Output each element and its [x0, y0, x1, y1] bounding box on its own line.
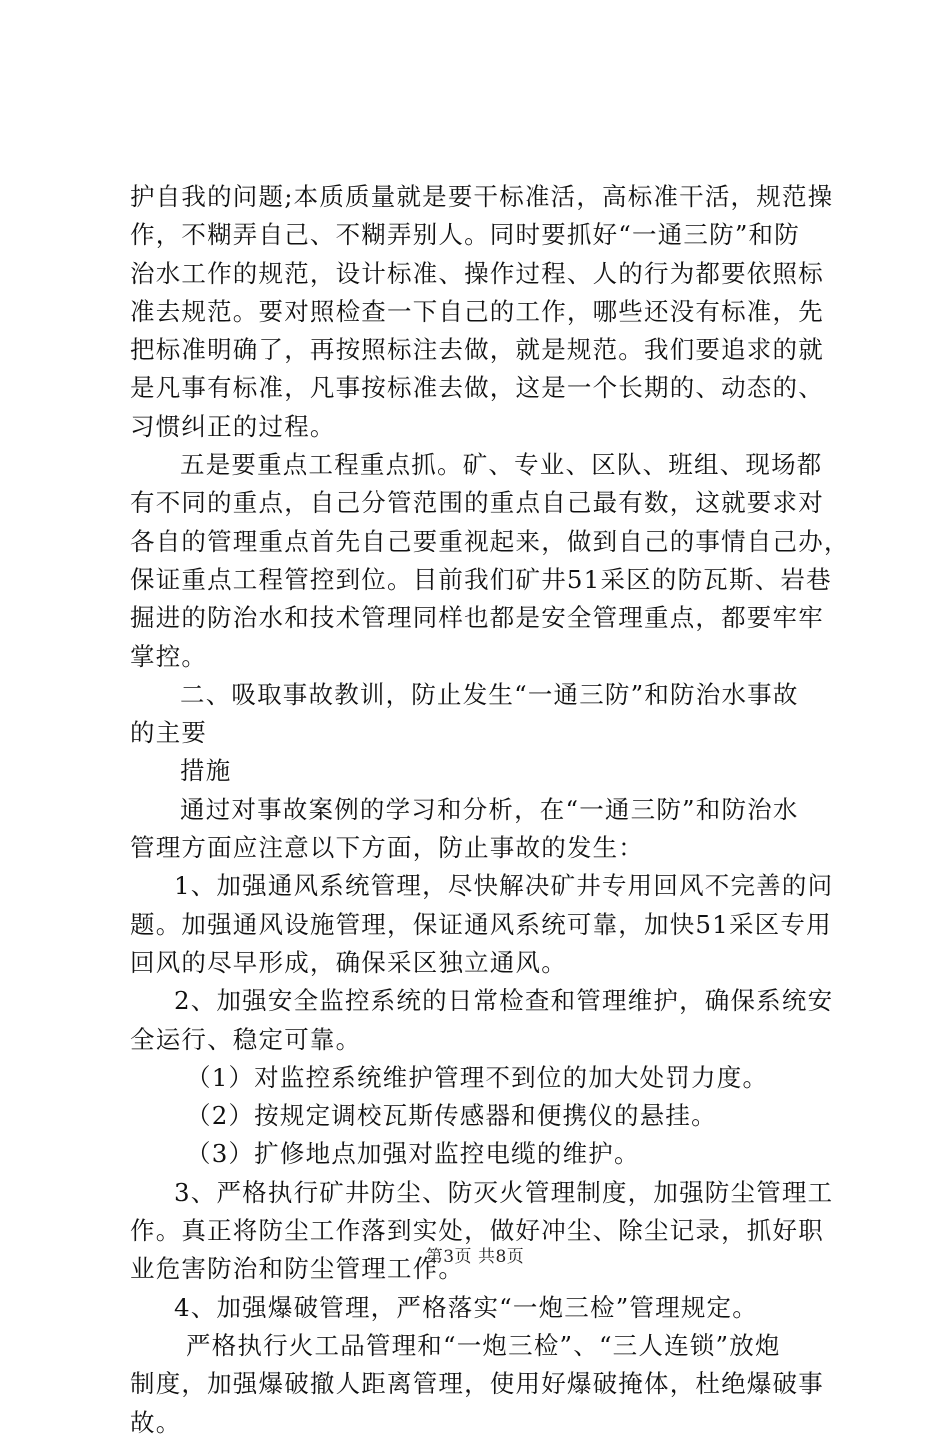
- section-heading-continued: 措施: [180, 756, 232, 786]
- paragraph-first-line: 五是要重点工程重点抓。矿、专业、区队、班组、现场都: [180, 450, 823, 480]
- list-item-first-line: 2、加强安全监控系统的日常检查和管理维护，确保系统安: [174, 986, 834, 1016]
- text-line: 掘进的防治水和技术管理同样也都是安全管理重点，都要牢牢: [130, 603, 824, 633]
- sub-list-item: （3）扩修地点加强对监控电缆的维护。: [186, 1139, 640, 1169]
- sub-list-item: （1）对监控系统维护管理不到位的加大处罚力度。: [186, 1062, 769, 1092]
- section-heading: 二、吸取事故教训，防止发生“一通三防”和防治水事故: [180, 679, 799, 709]
- text-line: 题。加强通风设施管理，保证通风系统可靠，加快51采区专用: [130, 909, 832, 939]
- text-line: 治水工作的规范，设计标准、操作过程、人的行为都要依照标: [130, 258, 824, 288]
- list-item-first-line: 3、严格执行矿井防尘、防灭火管理制度，加强防尘管理工: [174, 1177, 834, 1207]
- text-line: 习惯纠正的过程。: [130, 411, 336, 441]
- text-line: 管理方面应注意以下方面，防止事故的发生：: [130, 833, 644, 863]
- text-line: 制度，加强爆破撤人距离管理，使用好爆破掩体，杜绝爆破事: [130, 1369, 824, 1399]
- page-number-footer: 第3页 共8页: [425, 1247, 525, 1267]
- paragraph-first-line: 严格执行火工品管理和“一炮三检”、“三人连锁”放炮: [186, 1330, 781, 1360]
- list-item-first-line: 4、加强爆破管理，严格落实“一炮三检”管理规定。: [174, 1292, 758, 1322]
- text-line: 各自的管理重点首先自己要重视起来，做到自己的事情自己办，: [130, 526, 850, 556]
- text-line: 作。真正将防尘工作落到实处，做好冲尘、除尘记录，抓好职: [130, 1216, 824, 1246]
- paragraph-first-line: 通过对事故案例的学习和分析，在“一通三防”和防治水: [180, 794, 799, 824]
- text-line: 有不同的重点，自己分管范围的重点自己最有数，这就要求对: [130, 488, 824, 518]
- text-line: 全运行、稳定可靠。: [130, 1024, 362, 1054]
- text-line: 准去规范。要对照检查一下自己的工作，哪些还没有标准，先: [130, 296, 824, 326]
- text-line: 保证重点工程管控到位。目前我们矿井51采区的防瓦斯、岩巷: [130, 564, 832, 594]
- text-line: 作，不糊弄自己、不糊弄别人。同时要抓好“一通三防”和防: [130, 220, 800, 250]
- text-line: 把标准明确了，再按照标注去做，就是规范。我们要追求的就: [130, 335, 824, 365]
- sub-list-item: （2）按规定调校瓦斯传感器和便携仪的悬挂。: [186, 1101, 717, 1131]
- section-heading-continued: 的主要: [130, 718, 208, 748]
- text-line: 业危害防治和防尘管理工作。: [130, 1254, 465, 1284]
- text-line: 护自我的问题;本质质量就是要干标准活，高标准干活，规范操: [130, 182, 834, 211]
- list-item-first-line: 1、加强通风系统管理，尽快解决矿井专用回风不完善的问: [174, 871, 834, 901]
- text-line: 回风的尽早形成，确保采区独立通风。: [130, 947, 567, 977]
- text-line: 故。: [130, 1407, 182, 1437]
- text-line: 掌控。: [130, 641, 208, 671]
- text-line: 是凡事有标准，凡事按标准去做，这是一个长期的、动态的、: [130, 373, 824, 403]
